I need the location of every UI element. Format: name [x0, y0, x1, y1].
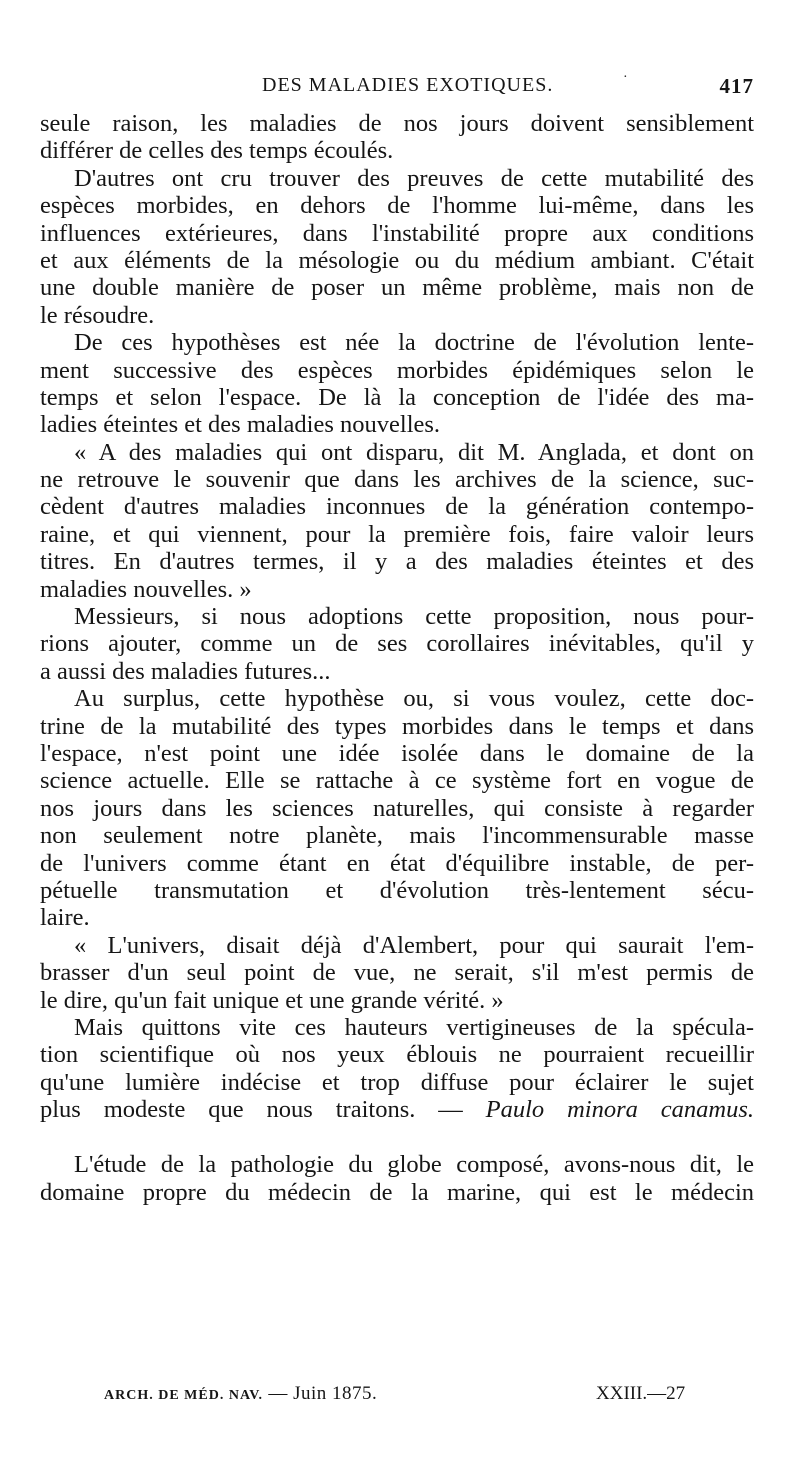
- text-line: De ces hypothèses est née la doctrine de l'évolution lente-: [74, 329, 754, 357]
- text-line-plain: plus modeste que nous traitons. —: [40, 1096, 486, 1124]
- paragraph-anglada-quote: [40, 439, 754, 603]
- paragraph-continuation: [40, 110, 754, 165]
- section-gap: [40, 1123, 754, 1151]
- text-line: non seulement notre planète, mais l'incommensurable masse: [40, 822, 754, 850]
- text-line: le dire, qu'un fait unique et une grande vérité. »: [40, 986, 504, 1014]
- text-line: trine de la mutabilité des types morbides dans le temps et dans: [40, 712, 754, 740]
- journal-abbreviation: ARCH. DE MÉD. NAV.: [104, 1388, 264, 1403]
- text-line: « A des maladies qui ont disparu, dit M. Anglada, et dont on: [74, 438, 754, 466]
- text-line: seule raison, les maladies de nos jours doivent sensiblement: [40, 110, 754, 137]
- body-text: [40, 110, 754, 1206]
- text-line: Mais quittons vite ces hauteurs vertigineuses de la spécula-: [74, 1013, 754, 1041]
- text-line: Messieurs, si nous adoptions cette proposition, nous pour-: [74, 603, 754, 631]
- text-line: « L'univers, disait déjà d'Alembert, pour qui saurait l'em-: [74, 931, 754, 959]
- text-line: ment successive des espèces morbides épidémiques selon le: [40, 356, 754, 384]
- page-number: 417: [719, 74, 754, 98]
- text-line: qu'une lumière indécise et trop diffuse pour éclairer le sujet: [40, 1068, 754, 1096]
- text-line: tion scientifique où nos yeux éblouis ne pourraient recueillir: [40, 1041, 754, 1069]
- text-line: pétuelle transmutation et d'évolution très-lentement sécu-: [40, 876, 754, 904]
- text-line: et aux éléments de la mésologie ou du médium ambiant. C'était: [40, 246, 754, 274]
- text-line: de l'univers comme étant en état d'équilibre instable, de per-: [40, 849, 754, 877]
- paragraph-mais-quittons: [40, 1014, 754, 1124]
- paragraph-au-surplus: [40, 685, 754, 932]
- text-line: titres. En d'autres termes, il y a des maladies éteintes et des: [40, 548, 754, 576]
- text-line: cèdent d'autres maladies inconnues de la génération contempo-: [40, 493, 754, 521]
- running-head-dot: ·: [623, 70, 629, 85]
- text-line: rions ajouter, comme un de ses corollaires inévitables, qu'il y: [40, 630, 754, 658]
- running-title: DES MALADIES EXOTIQUES.: [262, 74, 554, 96]
- paragraph-pathologie: [40, 1151, 754, 1206]
- paragraph-alembert-quote: [40, 932, 754, 1014]
- text-line: ne retrouve le souvenir que dans les archives de la science, suc-: [40, 466, 754, 494]
- text-line: temps et selon l'espace. De là la conception de l'idée des ma-: [40, 383, 754, 411]
- text-line: L'étude de la pathologie du globe composé, avons-nous dit, le: [74, 1151, 754, 1179]
- text-line: laire.: [40, 904, 90, 932]
- text-line: a aussi des maladies futures...: [40, 657, 331, 685]
- book-page: [40, 0, 754, 1478]
- text-line: ladies éteintes et des maladies nouvelles.: [40, 411, 441, 439]
- text-line: domaine propre du médecin de la marine, qui est le médecin: [40, 1178, 754, 1206]
- text-line: influences extérieures, dans l'instabilité propre aux conditions: [40, 219, 754, 247]
- page-footer: [40, 1383, 754, 1409]
- text-line: science actuelle. Elle se rattache à ce système fort en vogue de: [40, 767, 754, 795]
- text-line: espèces morbides, en dehors de l'homme lui-même, dans les: [40, 192, 754, 220]
- text-line: [40, 1096, 754, 1123]
- text-line: différer de celles des temps écoulés.: [40, 137, 394, 165]
- issue-date: Juin 1875.: [293, 1383, 378, 1404]
- text-line: brasser d'un seul point de vue, ne serait, s'il m'est permis de: [40, 959, 754, 987]
- text-line: l'espace, n'est point une idée isolée dans le domaine de la: [40, 739, 754, 767]
- paragraph-messieurs: [40, 603, 754, 685]
- paragraph-evolution: [40, 329, 754, 439]
- text-line: le résoudre.: [40, 301, 155, 329]
- text-line: Au surplus, cette hypothèse ou, si vous voulez, cette doc-: [74, 685, 754, 713]
- footer-dash: —: [268, 1383, 288, 1404]
- running-head: [40, 70, 754, 102]
- latin-quotation: Paulo minora canamus.: [485, 1096, 754, 1124]
- text-line: nos jours dans les sciences naturelles, qui consiste à regarder: [40, 794, 754, 822]
- signature-mark: XXIII.—27: [596, 1383, 686, 1404]
- text-line: maladies nouvelles. »: [40, 575, 252, 603]
- paragraph-mutability: [40, 165, 754, 329]
- text-line: D'autres ont cru trouver des preuves de cette mutabilité des: [74, 164, 754, 192]
- text-line: raine, et qui viennent, pour la première fois, faire valoir leurs: [40, 520, 754, 548]
- text-line: une double manière de poser un même problème, mais non de: [40, 274, 754, 302]
- journal-reference: [104, 1383, 377, 1405]
